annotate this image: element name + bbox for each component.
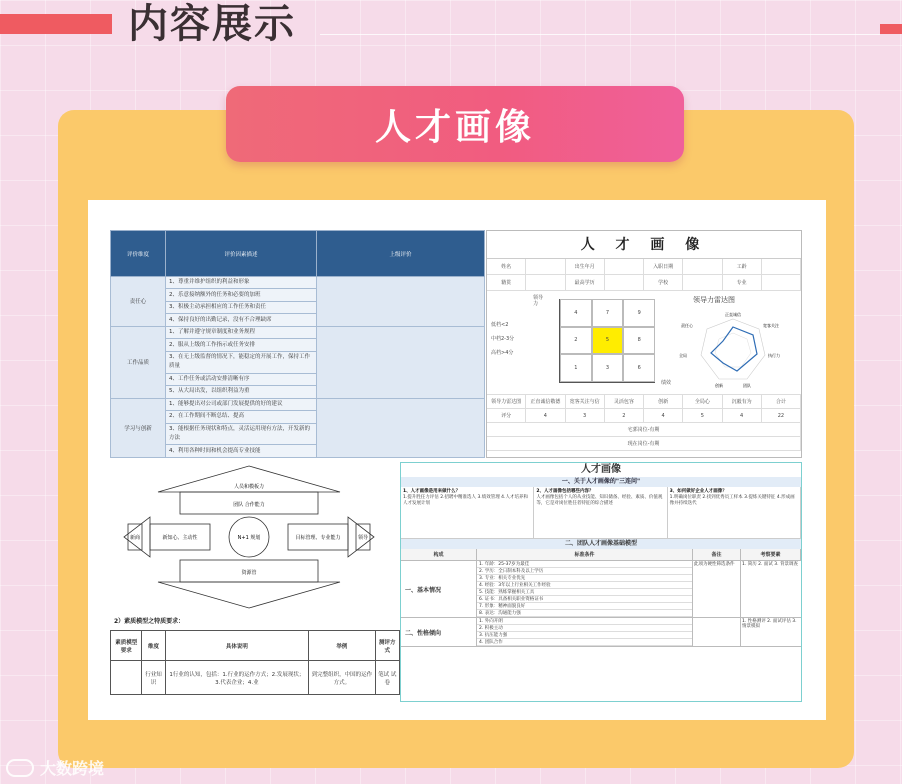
section-line: 4. 团队合作: [477, 639, 692, 646]
radar-chart: [675, 305, 791, 393]
watermark: [6, 756, 104, 779]
answer: 1.提升胜任力评估 2.招聘中精准选人 3.绩效管理 4.人才培养和人才发展计划: [403, 495, 528, 506]
model-header: 构成: [401, 549, 477, 560]
answer: 人才画像包括个人的从业技能、知识储备、经验、素质、价值观等，它是对岗位胜任者特征的综合描述: [536, 495, 663, 506]
radar-label: 执行力: [768, 353, 780, 358]
question: 1、人才画像是用来做什么？: [403, 489, 461, 494]
section-line: 5. 技能：熟练掌握相关工具: [477, 589, 692, 596]
grid-cell: 7: [592, 299, 624, 327]
model-caption: 2）素质模型之特质要求：: [114, 618, 185, 625]
watermark-text: 大数跨境: [40, 759, 105, 778]
desc-cell: 1、能够提出对公司或部门发展提供的好的建议: [166, 398, 317, 410]
diagram-left-mid: 新知心、主动性: [162, 535, 198, 541]
nine-box-grid: [559, 299, 655, 383]
score-header: 全局心: [683, 395, 722, 408]
desc-cell: 2、在工作期间不断总结、提高: [166, 411, 317, 423]
form-cell: [762, 259, 801, 274]
portrait-form: [486, 230, 802, 458]
score-cell: [317, 398, 485, 457]
decor-bar-left: [0, 14, 112, 34]
section-line: 2. 积极主动: [477, 625, 692, 632]
desc-cell: 3、能根据任务现状和特点，灵活运用现有方法，开发新的方法: [166, 423, 317, 445]
desc-cell: 2、服从上级的工作指示或任务安排: [166, 339, 317, 351]
question-cell: [668, 487, 801, 538]
sheet-subtitle-2: 二、团队人才画像基础模型: [401, 539, 801, 549]
axis-performance: 绩效: [661, 380, 672, 386]
form-cell: [526, 259, 565, 274]
legend-high: 高档>4分: [491, 350, 514, 356]
score-cell: [317, 277, 485, 327]
score-cell: 22: [762, 409, 801, 422]
model-section: [401, 561, 801, 618]
diagram-right-box: 领导: [357, 535, 369, 541]
axis-leadership: 领导力: [533, 295, 544, 307]
diagram-right-mid: 目标管理、专业能力: [295, 535, 341, 541]
section-line: 8. 表达：沟通能力强: [477, 610, 692, 617]
form-cell: 姓名: [487, 259, 526, 274]
sheet-title: 人才画像: [581, 464, 621, 475]
legend-mid: 中档2-3分: [491, 336, 515, 342]
score-header: 沉毅有为: [723, 395, 762, 408]
evaluation-table: [110, 230, 485, 458]
category-cell: 学习与创新: [111, 398, 166, 457]
grid-cell: 9: [623, 299, 655, 327]
model-header: 备注: [693, 549, 741, 560]
category-cell: 工作品质: [111, 326, 166, 398]
col-dimension: 评价维度: [111, 231, 166, 277]
section-line: 1. 外向开朗: [477, 618, 692, 625]
question-cell: [401, 487, 534, 538]
section-line: 2. 学历：全日制本科及以上学历: [477, 568, 692, 575]
diagram-center: N+1 规划: [237, 535, 261, 541]
trait-cell: 行业知识: [142, 661, 165, 695]
decor-bar-right: [880, 24, 902, 34]
score-cell: 4: [723, 409, 762, 422]
answer: 1.明确岗位职责 2.找到优秀员工样本 3.提炼关键特征 4.形成画像并持续迭代: [669, 495, 795, 506]
trait-header: 举例: [309, 631, 375, 661]
sign-cell: 现在岗位-有期: [487, 437, 801, 450]
section-lines: [477, 618, 693, 646]
score-header: 领导力雷达图: [487, 395, 526, 408]
col-supervisor: 上级评价: [317, 231, 485, 277]
score-header: 宽客关注与信: [566, 395, 605, 408]
form-row: [487, 275, 801, 291]
sheet-subtitle-1: 一、关于人才画像的"三连问": [401, 477, 801, 487]
section-eval: 1. 简历 2. 面试 3. 背景调查: [742, 562, 799, 567]
form-cell: 最高学历: [566, 275, 605, 290]
brand-logo-icon: [6, 759, 34, 777]
diagram-top: 人员和模板力: [233, 484, 265, 490]
radar-title: 领导力雷达图: [693, 296, 735, 304]
score-header: 正直诚信敬德: [526, 395, 565, 408]
grid-cell: 6: [623, 354, 655, 382]
radar-label: 团队: [743, 383, 751, 388]
col-description: 评价因素描述: [166, 231, 317, 277]
radar-label: 宽客关注: [763, 323, 779, 328]
desc-cell: 4、利用各种时间和机会提高专业技能: [166, 445, 317, 458]
grid-cell: 1: [560, 354, 592, 382]
score-header-row: [487, 395, 801, 409]
radar-label: 全局: [679, 353, 687, 358]
desc-cell: 4、保持良好的出勤记录，没有不合理缺席: [166, 314, 317, 326]
form-cell: [762, 275, 801, 290]
trait-cell: [111, 661, 142, 695]
form-cell: 籍贯: [487, 275, 526, 290]
section-line: 1. 年龄：25-37岁为最佳: [477, 561, 692, 568]
desc-cell: 4、工作任务或活动安排清晰有序: [166, 373, 317, 385]
section-eval: 1. 性格测评 2. 面试评估 3. 情景模拟: [742, 619, 797, 629]
banner-title: 人才画像: [374, 106, 535, 148]
competency-diagram: [110, 462, 388, 612]
score-header: 灵活包容: [605, 395, 644, 408]
model-header: 标准条件: [477, 549, 693, 560]
question-cell: [534, 487, 667, 538]
legend-low: 低档<2: [491, 322, 509, 328]
form-title: 人 才 画 像: [487, 231, 801, 259]
score-cell: 3: [566, 409, 605, 422]
section-note: [693, 618, 741, 646]
trait-header: 素质模型要求: [111, 631, 142, 661]
form-cell: [683, 275, 722, 290]
radar-label: 责任心: [681, 323, 693, 328]
score-header: 合计: [762, 395, 801, 408]
desc-cell: 3、在无上级监督的情况下，能稳定的开展工作，保持工作质量: [166, 351, 317, 373]
question-row: [401, 487, 801, 539]
desc-cell: 3、积极主动承担相应的工作任务和责任: [166, 301, 317, 313]
desc-cell: 2、乐意接纳额外的任务和必要的加班: [166, 289, 317, 301]
talent-model-sheet: [400, 462, 802, 702]
diagram-top2: 团队 合作能力: [233, 502, 265, 508]
section-line: 3. 抗压能力强: [477, 632, 692, 639]
score-cell: 5: [683, 409, 722, 422]
matrix-area: [487, 291, 801, 395]
page-title: 内容展示: [128, 1, 296, 47]
decor-line: [320, 34, 880, 35]
form-row: [487, 259, 801, 275]
section-line: 3. 专业：相关专业优先: [477, 575, 692, 582]
trait-cell: 1行业的认知，包括：1.行业的运作方式；2.发展现状；3.代表企业；4.业: [165, 661, 309, 695]
sign-cell: 宅郭岗位-有期: [487, 423, 801, 436]
section-lines: [477, 561, 693, 617]
grid-cell: 3: [592, 354, 624, 382]
score-header: 创新: [644, 395, 683, 408]
grid-cell: 4: [560, 299, 592, 327]
section-note: 此项为硬性筛选条件: [693, 561, 741, 617]
category-cell: 责任心: [111, 277, 166, 327]
document-preview: [88, 200, 826, 720]
score-cell: [317, 326, 485, 398]
trait-header: 维度: [142, 631, 165, 661]
trait-header: 具体说明: [165, 631, 309, 661]
diagram-bottom: 资源管: [241, 570, 257, 576]
diagram-left-box: 新商: [129, 535, 141, 541]
trait-cell: 笔试 试卷: [375, 661, 399, 695]
score-cell: 2: [605, 409, 644, 422]
section-line: 4. 经验：3年以上行业相关工作经验: [477, 582, 692, 589]
question: 2、人才画像包括哪些内容？: [536, 489, 594, 494]
score-row: [487, 409, 801, 423]
form-cell: [683, 259, 722, 274]
model-header-row: [401, 549, 801, 561]
desc-cell: 1、了解并遵守规章制度和业务规程: [166, 326, 317, 338]
radar-label: 正直诚信: [725, 312, 741, 317]
section-name: 一、基本情况: [401, 561, 477, 617]
section-line: 7. 形象：精神面貌良好: [477, 603, 692, 610]
section-banner: [226, 86, 684, 162]
form-cell: [605, 275, 644, 290]
score-cell: 评分: [487, 409, 526, 422]
question: 3、如何做好企业人才画像？: [669, 489, 727, 494]
model-section: [401, 618, 801, 647]
grid-cell-highlight: 5: [592, 327, 624, 355]
score-cell: 4: [526, 409, 565, 422]
trait-cell: 到完整组织，中国的运作方式。: [309, 661, 375, 695]
form-cell: [605, 259, 644, 274]
form-cell: 入职日期: [644, 259, 683, 274]
sign-row: [487, 423, 801, 437]
section-name: 二、性格倾向: [401, 618, 477, 646]
form-cell: 工龄: [723, 259, 762, 274]
trait-header: 测评方式: [375, 631, 399, 661]
grid-cell: 8: [623, 327, 655, 355]
form-cell: 专业: [723, 275, 762, 290]
model-header: 考察要素: [741, 549, 801, 560]
desc-cell: 1、尊重并维护组织的利益和形象: [166, 277, 317, 289]
form-cell: 学校: [644, 275, 683, 290]
grid-cell: 2: [560, 327, 592, 355]
sign-row: [487, 437, 801, 451]
score-cell: 4: [644, 409, 683, 422]
radar-label: 创新: [715, 383, 723, 388]
form-cell: 出生年月: [566, 259, 605, 274]
desc-cell: 5、从大局出发，以组织利益为重: [166, 386, 317, 398]
section-line: 6. 证书：具备相关职业资格证书: [477, 596, 692, 603]
trait-table: [110, 630, 400, 720]
form-cell: [526, 275, 565, 290]
